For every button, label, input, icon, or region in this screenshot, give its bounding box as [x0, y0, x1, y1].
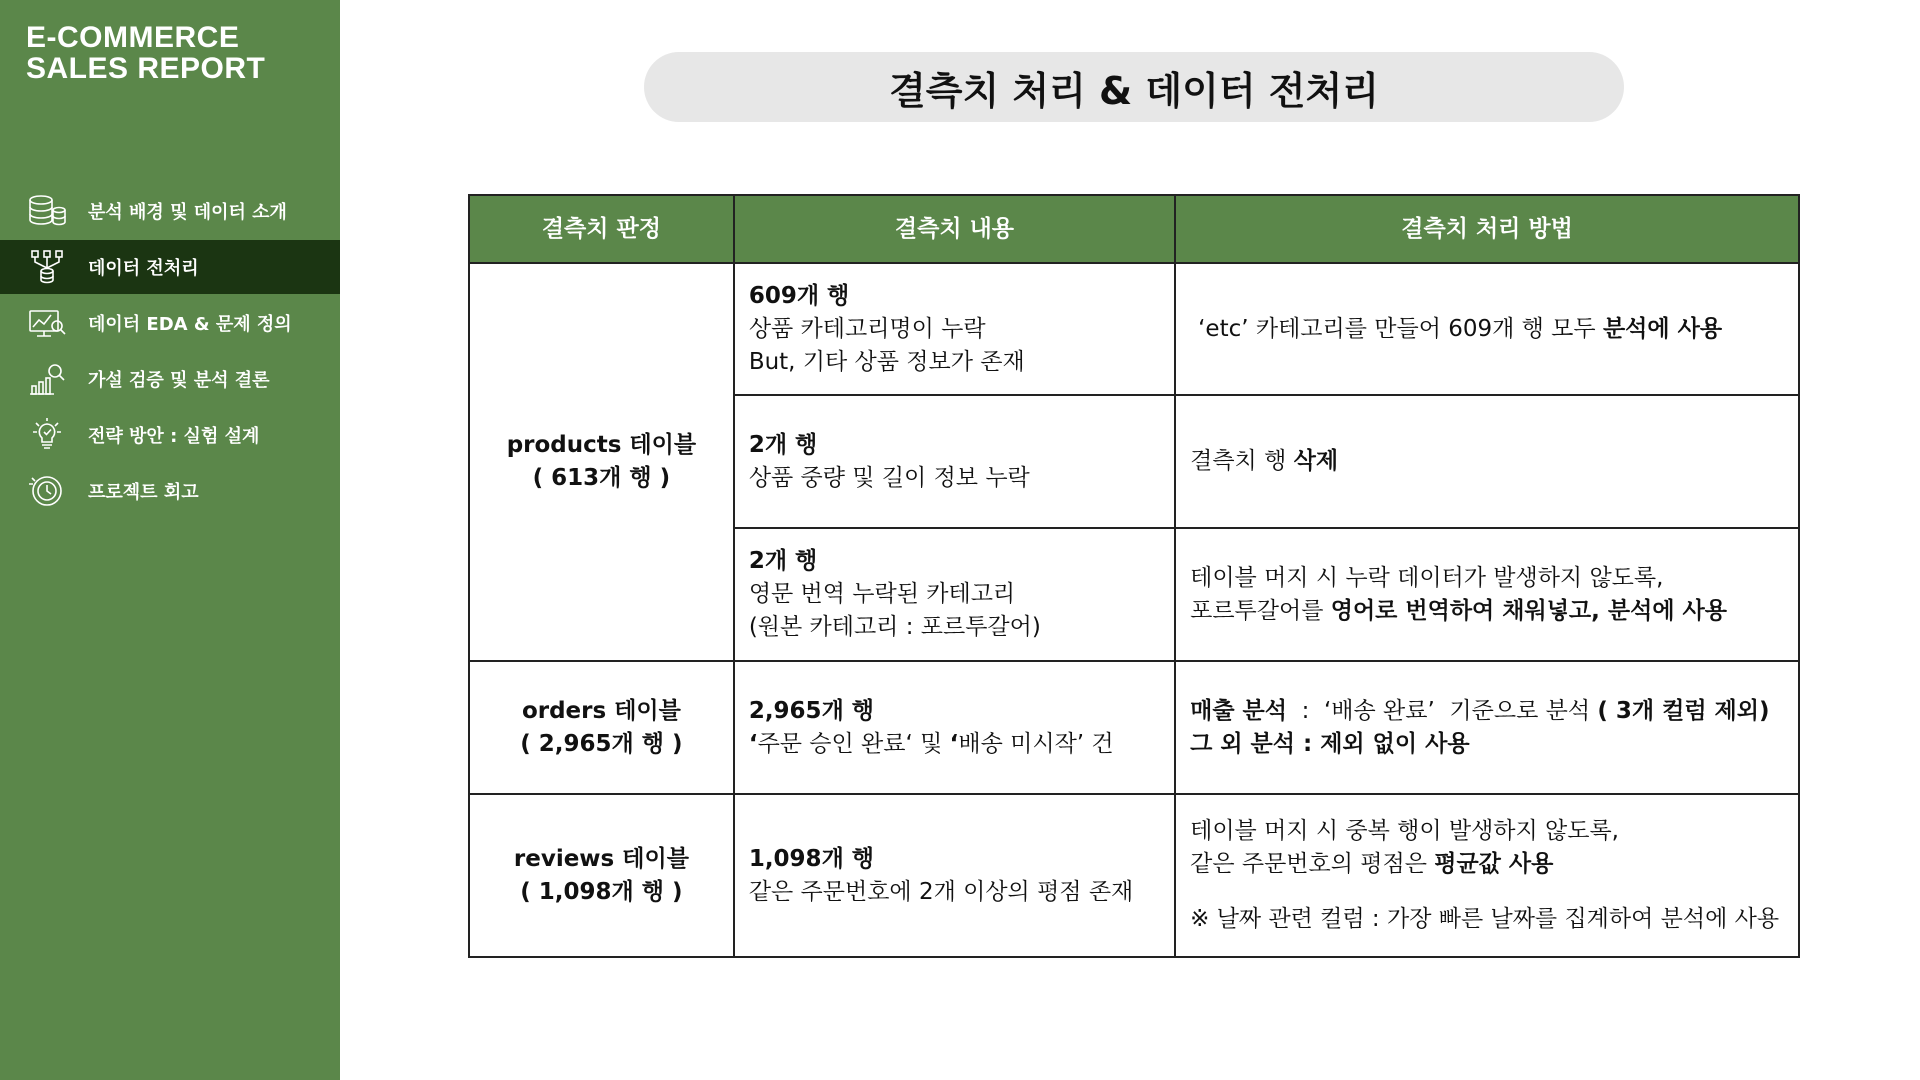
quote-mark: ‘	[949, 730, 959, 757]
method-cell	[1175, 794, 1799, 957]
content-text: 상품 카테고리명이 누락	[748, 315, 986, 342]
sidebar-item-strategy[interactable]	[0, 408, 340, 462]
data-funnel-icon	[26, 249, 68, 285]
sidebar-item-hypothesis[interactable]	[0, 352, 340, 406]
content-cell	[734, 263, 1175, 395]
sidebar-item-preprocessing[interactable]	[0, 240, 340, 294]
brand-logo	[26, 22, 265, 84]
content-text: (원본 카테고리 : 포르투갈어)	[748, 614, 1041, 640]
table-row	[469, 794, 1799, 957]
content-text	[749, 728, 1160, 761]
column-header: 결측치 판정	[469, 195, 734, 263]
method-line	[1190, 695, 1784, 728]
method-text: 결측치 행	[1190, 448, 1294, 474]
content-text: 영문 번역 누락된 카테고리	[748, 581, 1016, 607]
quote-mark: ‘	[748, 730, 758, 757]
content-cell	[734, 528, 1175, 661]
method-bold: 영어로 번역하여 채워넣고, 분석에 사용	[1330, 597, 1727, 624]
sidebar-item-label: 프로젝트 회고	[88, 482, 199, 503]
method-bold: 삭제	[1293, 448, 1339, 474]
method-bold: 분석에 사용	[1602, 315, 1723, 342]
missing-count: 2개 행	[748, 548, 818, 574]
sidebar-item-retrospective[interactable]	[0, 464, 340, 518]
sidebar-item-label: 가설 검증 및 분석 결론	[88, 370, 270, 391]
brand-line-2: SALES REPORT	[26, 52, 266, 85]
method-cell	[1175, 528, 1799, 661]
content-text: 같은 주문번호에 2개 이상의 평점 존재	[748, 878, 1134, 905]
missing-count: 2개 행	[748, 431, 818, 458]
method-bold: ( 3개 컬럼 제외)	[1597, 697, 1770, 724]
table-header-row	[469, 195, 1799, 263]
content-text-part: 주문 승인 완료‘ 및	[757, 730, 950, 757]
table-row	[469, 661, 1799, 794]
method-line: 테이블 머지 시 중복 행이 발생하지 않도록,	[1190, 818, 1619, 844]
row-count: ( 2,965개 행 )	[520, 730, 683, 757]
sidebar-item-label: 데이터 EDA & 문제 정의	[88, 314, 292, 335]
table-name: products 테이블	[506, 432, 697, 458]
lightbulb-icon	[26, 417, 68, 453]
row-count: ( 1,098개 행 )	[520, 878, 683, 905]
method-cell	[1175, 395, 1799, 528]
table-row	[469, 263, 1799, 395]
table-name: reviews 테이블	[513, 845, 689, 872]
method-cell	[1175, 263, 1799, 395]
sidebar-item-label: 데이터 전처리	[88, 258, 199, 279]
method-note: ※ 날짜 관련 컬럼 : 가장 빠른 날짜를 집계하여 분석에 사용	[1190, 906, 1780, 932]
content-text-part: 배송 미시작’ 건	[958, 730, 1114, 757]
content-cell	[734, 395, 1175, 528]
sidebar-nav	[0, 184, 340, 520]
database-icon	[26, 193, 68, 229]
method-line: 테이블 머지 시 누락 데이터가 발생하지 않도록,	[1190, 564, 1664, 591]
sidebar-item-eda[interactable]	[0, 296, 340, 350]
missing-count: 609개 행	[748, 282, 850, 309]
method-text: : ‘배송 완료’ 기준으로 분석	[1287, 697, 1598, 724]
missing-count: 1,098개 행	[748, 845, 875, 872]
method-text: 포르투갈어를	[1190, 597, 1331, 624]
products-judge-cell	[469, 263, 734, 661]
brand-line-1: E-COMMERCE	[26, 21, 240, 54]
method-bold: 매출 분석	[1190, 697, 1287, 724]
column-header: 결측치 내용	[734, 195, 1175, 263]
content-text: 상품 중량 및 길이 정보 누락	[748, 464, 1030, 491]
page-title-text: 결측치 처리 & 데이터 전처리	[889, 68, 1379, 113]
missing-count: 2,965개 행	[748, 697, 875, 724]
method-line	[1190, 848, 1784, 881]
method-line: 그 외 분석 : 제외 없이 사용	[1190, 730, 1470, 757]
method-line	[1190, 595, 1784, 628]
orders-judge-cell	[469, 661, 734, 794]
page-title	[644, 52, 1624, 122]
method-line	[1198, 313, 1784, 346]
magnifier-chart-icon	[26, 361, 68, 397]
content-cell	[734, 794, 1175, 957]
clock-review-icon	[26, 473, 68, 509]
method-text: 같은 주문번호의 평점은	[1190, 851, 1435, 877]
sidebar-item-label: 분석 배경 및 데이터 소개	[88, 202, 287, 223]
chart-analysis-icon	[26, 305, 68, 341]
method-text: ‘etc’ 카테고리를 만들어 609개 행 모두	[1198, 315, 1603, 342]
sidebar-item-data-intro[interactable]	[0, 184, 340, 238]
column-header: 결측치 처리 방법	[1175, 195, 1799, 263]
content-text: But, 기타 상품 정보가 존재	[748, 348, 1025, 375]
method-line	[1190, 445, 1784, 478]
method-bold: 평균값 사용	[1434, 851, 1554, 877]
method-cell	[1175, 661, 1799, 794]
row-count: ( 613개 행 )	[532, 465, 671, 491]
missing-values-table	[468, 194, 1800, 958]
table-name: orders 테이블	[521, 697, 681, 724]
spacer	[1190, 881, 1784, 903]
sidebar	[0, 0, 340, 1080]
content-cell	[734, 661, 1175, 794]
reviews-judge-cell	[469, 794, 734, 957]
sidebar-item-label: 전략 방안 : 실험 설계	[88, 426, 260, 447]
